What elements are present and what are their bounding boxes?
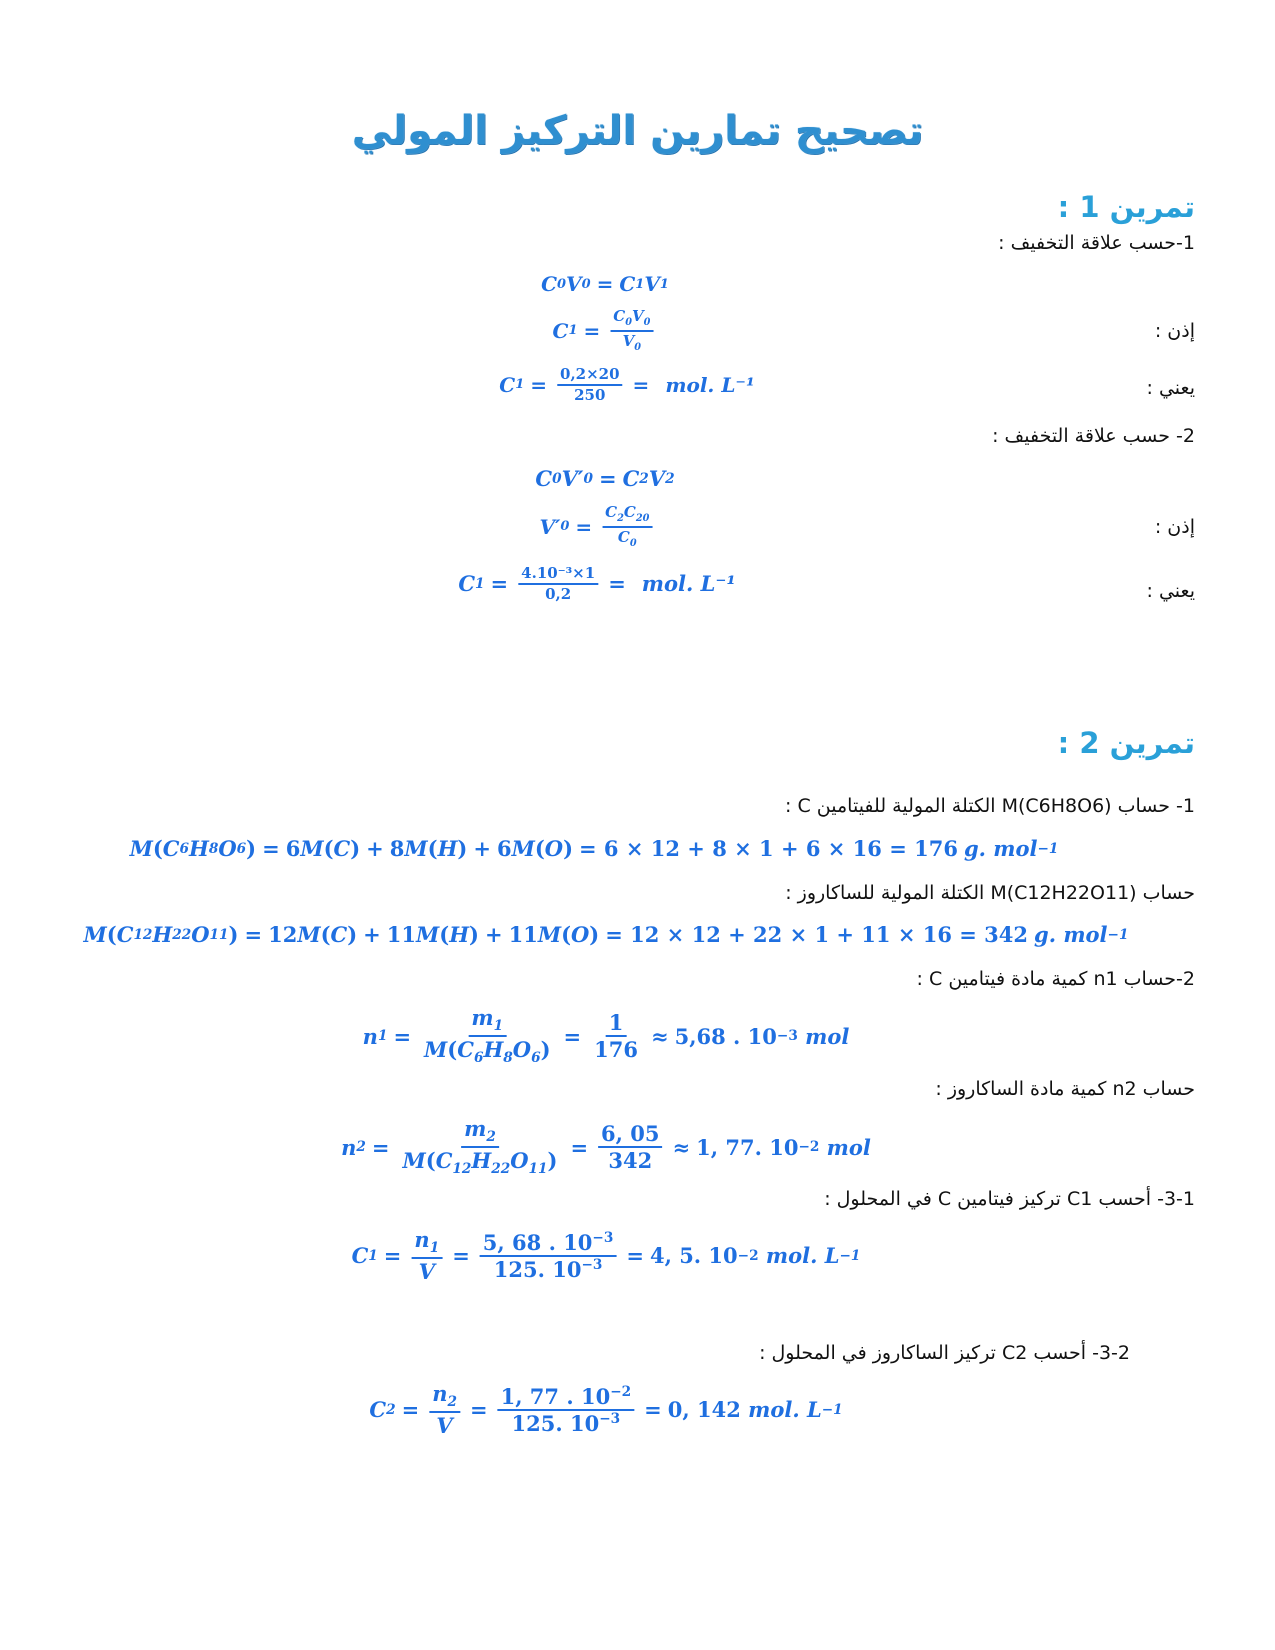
ex2-c2-value: 0, 142 [667, 1397, 741, 1423]
ex1-c1b-numerator: 4.10⁻³×1 [518, 565, 598, 585]
ex1-question-1: 1-حسب علاقة التخفيف : [998, 232, 1195, 254]
ex1-eq-c1-value-2: C 1 = $\frac{\text{4.10⁻³×1}}{0,2}$ = mol. L⁻¹ [458, 564, 736, 603]
ex1-question-2: 2- حسب علاقة التخفيف : [992, 425, 1195, 447]
ex2-question-1b: حساب M(C12H22O11) الكتلة المولية للساكاروز : [785, 882, 1195, 904]
ex2-vitc-rhs: = 6 × 12 + 8 × 1 + 6 × 16 = 176 [579, 836, 958, 861]
ex1-eq-c1-value: C 1 = $\frac{0,2\times 20}{250}$ = mol. L⁻¹ [499, 365, 755, 404]
ex2-n2-numerator: 6, 05 [598, 1122, 662, 1148]
ex2-c2-numerator: 1, 77 . 10 [500, 1383, 611, 1409]
ex2-c1-denominator: 125. 10 [493, 1256, 582, 1282]
ex2-eq-n1: n 1 = $\frac{m_1}{M(C_6H_8O_6)}$ = $\frac{1}{176}$ ≈ 5,68 . 10 −3 mol [362, 1005, 850, 1067]
ex1-means-label-1: يعني : [1146, 377, 1195, 399]
ex1-means-label-2: يعني : [1146, 580, 1195, 602]
ex2-n1-numerator: 1 [606, 1011, 627, 1037]
ex2-eq-molar-mass-sucrose: M ( C 12 H 22 O 11 ) = 12 M ( C ) + 11 M ( H ) + 11 M ( O ) = 12 × 12 + 22 × 1 + 11 × 16 = 342 g. mol −1 [83, 922, 1129, 947]
page-title: تصحيح تمارين التركيز المولي [351, 108, 924, 154]
ex1-then-label-2: إذن : [1154, 516, 1195, 538]
ex1-eq-dilution-2: C 0 V′ 0 = C 2 V 2 [535, 466, 675, 491]
ex2-question-3-1: 3-1- أحسب C1 تركيز فيتامين C في المحلول : [824, 1188, 1195, 1210]
ex1-c1-denominator: 250 [574, 385, 606, 404]
ex2-n1-denominator: 176 [594, 1037, 638, 1063]
ex1-c1b-denominator: 0,2 [545, 584, 572, 603]
ex1-eq-v0-formula: V′ 0 = $\frac{C_2C_{20}}{C_0}$ [540, 504, 657, 549]
ex1-eq-c1-formula: C 1 = $\frac{C_0V_0}{V_0}$ [553, 308, 658, 353]
ex1-unit-1: mol. L⁻¹ [665, 372, 755, 397]
ex2-eq-c1: C 1 = $\frac{n_1}{V}$ = $\frac{5, 68 . 10^{-3}}{125. 10^{-3}}$ = 4, 5. 10 −2 mol. L −1 [351, 1227, 861, 1285]
ex1-then-label-1: إذن : [1154, 320, 1195, 342]
ex2-n2-denominator: 342 [608, 1148, 653, 1174]
ex2-eq-molar-mass-vitc: M ( C 6 H 8 O 6 ) = 6 M ( C ) + 8 M ( H ) + 6 M ( O ) = 6 × 12 + 8 × 1 + 6 × 16 = 176 g. mol −1 [129, 836, 1059, 861]
ex2-n1-value: 5,68 . 10 [674, 1023, 777, 1049]
ex2-c1-value: 4, 5. 10 [649, 1243, 738, 1269]
ex1-c1-numerator: 0,2×20 [557, 366, 623, 386]
ex1-eq-dilution: C 0 V 0 = C 1 V 1 [541, 272, 669, 296]
ex2-c1-numerator: 5, 68 . 10 [482, 1229, 593, 1255]
ex2-n2-value: 1, 77. 10 [696, 1134, 799, 1160]
ex2-eq-c2: C 2 = $\frac{n_2}{V}$ = $\frac{1, 77 . 10^{-2}}{125. 10^{-3}}$ = 0, 142 mol. L −1 [369, 1381, 843, 1439]
exercise-2-heading: تمرين 2 : [1057, 726, 1195, 760]
exercise-1-heading: تمرين 1 : [1057, 190, 1195, 224]
ex2-question-2b: حساب n2 كمية مادة الساكاروز : [935, 1078, 1195, 1100]
ex2-sucrose-rhs: = 12 × 12 + 22 × 1 + 11 × 16 = 342 [605, 922, 1029, 947]
ex2-question-3-2: 3-2- أحسب C2 تركيز الساكاروز في المحلول : [759, 1342, 1130, 1364]
ex2-c2-denominator: 125. 10 [511, 1410, 600, 1436]
ex2-question-2: 2-حساب n1 كمية مادة فيتامين C : [916, 968, 1195, 990]
ex2-eq-n2: n 2 = $\frac{m_2}{M(C_{12}H_{22}O_{11})}$ = $\frac{6, 05}{342}$ ≈ 1, 77. 10 −2 mol [341, 1116, 871, 1178]
ex1-unit-2: mol. L⁻¹ [641, 571, 736, 596]
ex2-question-1: 1- حساب M(C6H8O6) الكتلة المولية للفيتامين C : [785, 795, 1195, 817]
